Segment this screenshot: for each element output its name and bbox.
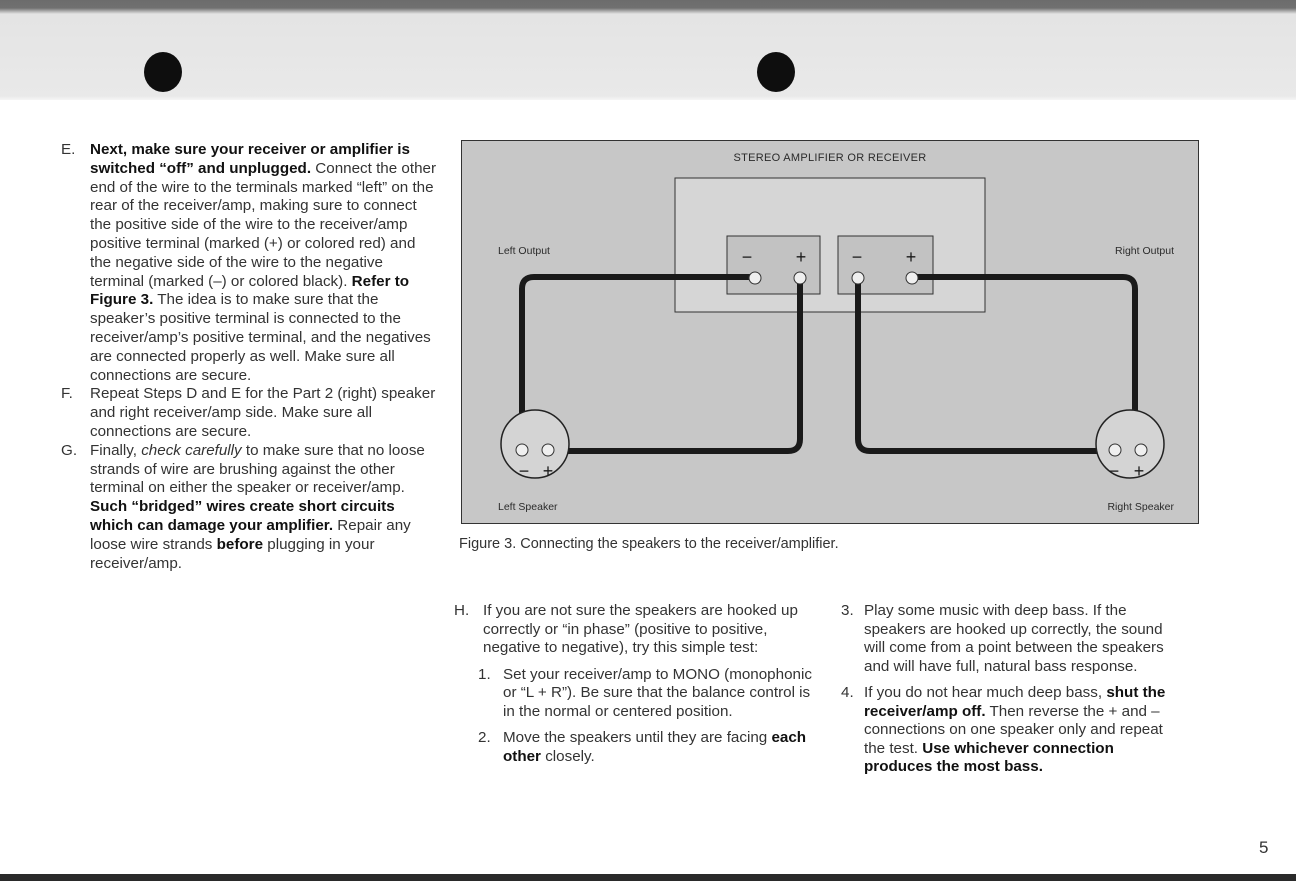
step-h-text: If you are not sure the speakers are hooked up correctly or “in phase” (positive to positive, negative to negative), try this simple test:	[483, 602, 798, 656]
right-output-label: Right Output	[1115, 245, 1174, 257]
step-g-before: before	[216, 535, 264, 553]
test-step-2-text-2: closely.	[540, 747, 595, 765]
right-speaker-plus-sign: +	[1133, 461, 1145, 481]
right-speaker-icon	[1096, 410, 1164, 478]
test-step-2	[478, 729, 822, 766]
amp-right-plus-sign: +	[905, 247, 917, 267]
amplifier-title: STEREO AMPLIFIER OR RECEIVER	[733, 152, 927, 164]
test-step-4	[841, 684, 1173, 777]
test-step-1-text: Set your receiver/amp to MONO (monophonic or “L + R”). Be sure that the balance control is in the normal or centered position.	[503, 665, 812, 720]
most-bass-instruction: Use whichever connection produces the most bass.	[864, 739, 1114, 775]
wiring-diagram	[462, 141, 1200, 525]
left-speaker-terminal-2	[542, 444, 554, 456]
left-speaker-terminal-1	[516, 444, 528, 456]
step-g	[61, 442, 437, 574]
amp-left-plus-sign: +	[795, 247, 807, 267]
right-speaker-terminal-1	[1109, 444, 1121, 456]
left-output-negative-terminal	[749, 272, 761, 284]
test-step-3-text: Play some music with deep bass. If the speakers are hooked up correctly, the sound will come from a point between the speakers and will have full, natural bass response.	[864, 602, 1164, 675]
right-speaker-terminal-2	[1135, 444, 1147, 456]
test-step-2-emphasis: each other	[503, 729, 807, 765]
left-column	[61, 141, 437, 573]
amplifier-box	[675, 178, 985, 312]
step-h-label: H.	[454, 602, 470, 619]
step-e-text-2: The idea is to make sure that the speaker’s positive terminal is connected to the receiver/amp’s positive terminal, and the negatives are connected properly as well. Make sure all connections are secure.	[90, 291, 431, 384]
test-step-2-label: 2.	[478, 729, 491, 746]
step-e-text: Connect the other end of the wire to the terminals marked “left” on the rear of the receiver/amp, making sure to connect the positive side of the wire to the receiver/amp positive terminal (marked (+) or colored red) and the negative side of the wire to the negative terminal (marked (–) or colored black).	[90, 159, 437, 290]
left-speaker-plus-sign: +	[542, 461, 554, 481]
left-speaker-label: Left Speaker	[498, 501, 558, 513]
step-g-emphasis: check carefully	[141, 441, 242, 459]
middle-column	[454, 602, 822, 781]
right-speaker-label: Right Speaker	[1107, 501, 1174, 513]
step-g-text-4: plugging in your receiver/amp.	[90, 535, 375, 572]
test-step-4-text-2: Then reverse the + and – connections on one speaker only and repeat the test.	[864, 702, 1163, 757]
shut-off-instruction: shut the receiver/amp off.	[864, 684, 1166, 720]
step-e-label: E.	[61, 141, 76, 158]
amp-right-minus-sign: −	[851, 247, 863, 267]
binder-hole-left	[144, 52, 182, 92]
left-output-label: Left Output	[498, 245, 550, 257]
test-step-1-label: 1.	[478, 665, 491, 683]
page-number: 5	[1259, 838, 1269, 857]
amp-left-minus-sign: −	[741, 247, 753, 267]
page-bottom-edge	[0, 874, 1296, 881]
test-step-1	[478, 666, 822, 722]
step-e-lead: Next, make sure your receiver or amplifier is switched “off” and unplugged.	[90, 141, 410, 177]
short-circuit-warning: Such “bridged” wires create short circuits which can damage your amplifier.	[90, 498, 395, 534]
step-f-text: Repeat Steps D and E for the Part 2 (right) speaker and right receiver/amp side. Make sure all connections are secure.	[90, 385, 436, 440]
page-top-strip	[0, 0, 1296, 100]
step-f	[61, 385, 437, 441]
test-step-2-text: Move the speakers until they are facing	[503, 729, 772, 746]
step-f-label: F.	[61, 385, 73, 403]
left-speaker-icon	[501, 410, 569, 478]
figure-reference: Refer to Figure 3.	[90, 272, 410, 309]
test-step-4-label: 4.	[841, 684, 854, 701]
test-step-3-label: 3.	[841, 602, 854, 619]
step-h	[454, 602, 822, 658]
step-g-text-3: Repair any loose wire strands	[90, 516, 411, 553]
test-step-3	[841, 602, 1173, 676]
right-column	[841, 602, 1173, 777]
figure-3-diagram	[461, 140, 1199, 524]
right-speaker-minus-sign: −	[1108, 461, 1120, 481]
step-g-text-2: to make sure that no loose strands of wire are brushing against the other terminal on either the speaker or receiver/amp.	[90, 441, 425, 497]
left-output-positive-terminal	[794, 272, 806, 284]
figure-caption: Figure 3. Connecting the speakers to the receiver/amplifier.	[459, 536, 839, 552]
binder-hole-center	[757, 52, 795, 92]
step-g-text: Finally,	[90, 441, 142, 459]
step-g-label: G.	[61, 441, 78, 459]
right-output-positive-terminal	[906, 272, 918, 284]
left-speaker-minus-sign: −	[518, 461, 530, 481]
step-e	[61, 141, 437, 385]
test-step-4-text: If you do not hear much deep bass,	[864, 684, 1107, 701]
right-output-negative-terminal	[852, 272, 864, 284]
